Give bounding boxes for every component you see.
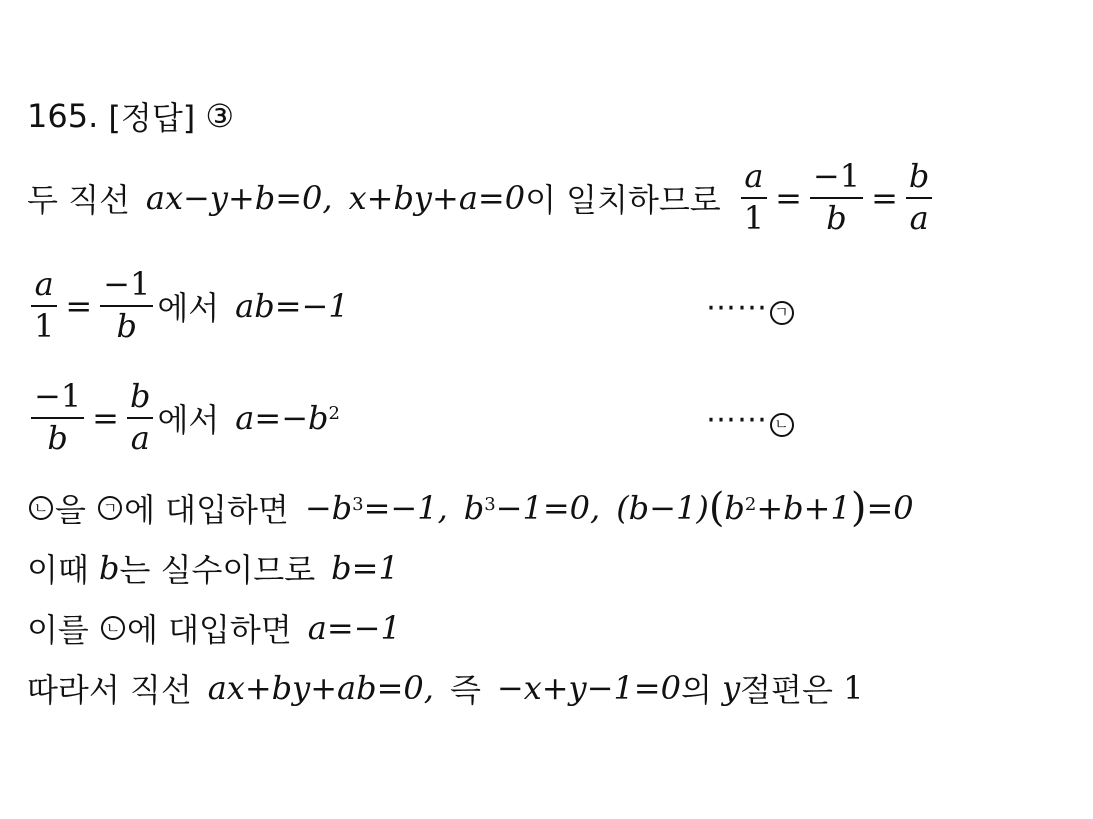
fraction	[31, 265, 57, 345]
line-real-number	[27, 545, 399, 591]
equation: −1=0,	[495, 489, 601, 527]
denominator: a	[130, 418, 150, 457]
text: 이를	[27, 611, 89, 649]
equation: x+by+a=0	[348, 178, 526, 217]
answer-choice: ③	[205, 97, 235, 135]
label-2	[706, 402, 796, 437]
equation: (b−1)	[616, 489, 709, 527]
variable: b	[99, 549, 120, 587]
equals: =	[871, 178, 898, 217]
circled-label-icon: ㄴ	[770, 413, 794, 437]
paren: (	[708, 485, 725, 531]
text: 을	[55, 491, 86, 529]
text: 에 대입하면	[127, 611, 292, 649]
exponent: 3	[352, 493, 364, 515]
equation: b	[463, 489, 485, 527]
numerator: b	[908, 157, 930, 195]
equation: ax−y+b=0,	[145, 178, 333, 217]
numerator: a	[34, 265, 54, 303]
text: 두 직선	[27, 180, 130, 219]
line-back-substitution	[27, 605, 401, 651]
equation: ax+by+ab=0,	[207, 669, 434, 707]
equation: b=1	[331, 549, 399, 587]
numerator: −1	[34, 377, 82, 415]
dots: ⋯⋯	[706, 290, 768, 325]
line-substitution	[27, 485, 914, 531]
variable: y	[722, 669, 741, 707]
dots: ⋯⋯	[706, 402, 768, 437]
equals: =	[775, 178, 802, 217]
circled-label-icon: ㄴ	[29, 496, 53, 520]
equation: a=−b	[235, 398, 329, 437]
equals: =	[92, 398, 119, 437]
text: 에서	[157, 400, 220, 439]
text: 에서	[157, 288, 220, 327]
fraction	[906, 157, 932, 237]
text: 이때	[27, 551, 89, 589]
line-condition-2	[27, 377, 340, 457]
label-1	[706, 290, 796, 325]
denominator: 1	[743, 198, 765, 237]
fraction	[810, 157, 863, 237]
text: 절편은	[740, 671, 833, 709]
denominator: 1	[34, 306, 55, 345]
denominator: a	[909, 198, 929, 237]
numerator: −1	[103, 265, 151, 303]
denominator: b	[826, 198, 847, 237]
equation: ab=−1	[235, 286, 349, 325]
exponent: 2	[744, 493, 757, 515]
fraction	[127, 377, 153, 457]
text: 의	[680, 671, 712, 709]
denominator: b	[116, 306, 137, 345]
numerator: −1	[812, 157, 861, 195]
exponent: 3	[484, 493, 496, 515]
text: 따라서 직선	[27, 671, 192, 709]
numerator: a	[744, 157, 764, 195]
problem-header	[27, 93, 234, 139]
problem-number: 165.	[27, 97, 99, 135]
paren: )	[850, 485, 867, 531]
equation: =0	[866, 489, 914, 527]
circled-label-icon: ㄴ	[101, 616, 125, 640]
text: 는 실수이므로	[119, 551, 316, 589]
circled-label-icon: ㄱ	[770, 301, 794, 325]
equation: +b+1	[756, 489, 851, 527]
exponent: 2	[328, 403, 340, 425]
text: 에 대입하면	[124, 491, 289, 529]
equation: =−1,	[363, 489, 448, 527]
line-condition-1	[27, 265, 349, 345]
final-answer: 1	[843, 669, 864, 707]
numerator: b	[129, 377, 151, 415]
denominator: b	[47, 418, 68, 457]
line-coincident-condition	[27, 157, 936, 237]
answer-tag: [정답]	[108, 99, 196, 137]
equation: b	[724, 489, 745, 527]
text: 이 일치하므로	[525, 180, 721, 219]
line-conclusion	[27, 665, 863, 711]
text: 즉	[449, 671, 481, 709]
equals: =	[65, 286, 93, 325]
equation: −b	[304, 489, 353, 527]
fraction	[100, 265, 153, 345]
equation: a=−1	[307, 609, 401, 647]
fraction	[31, 377, 84, 457]
circled-label-icon: ㄱ	[98, 496, 122, 520]
equation: −x+y−1=0	[496, 669, 681, 707]
fraction	[741, 157, 767, 237]
